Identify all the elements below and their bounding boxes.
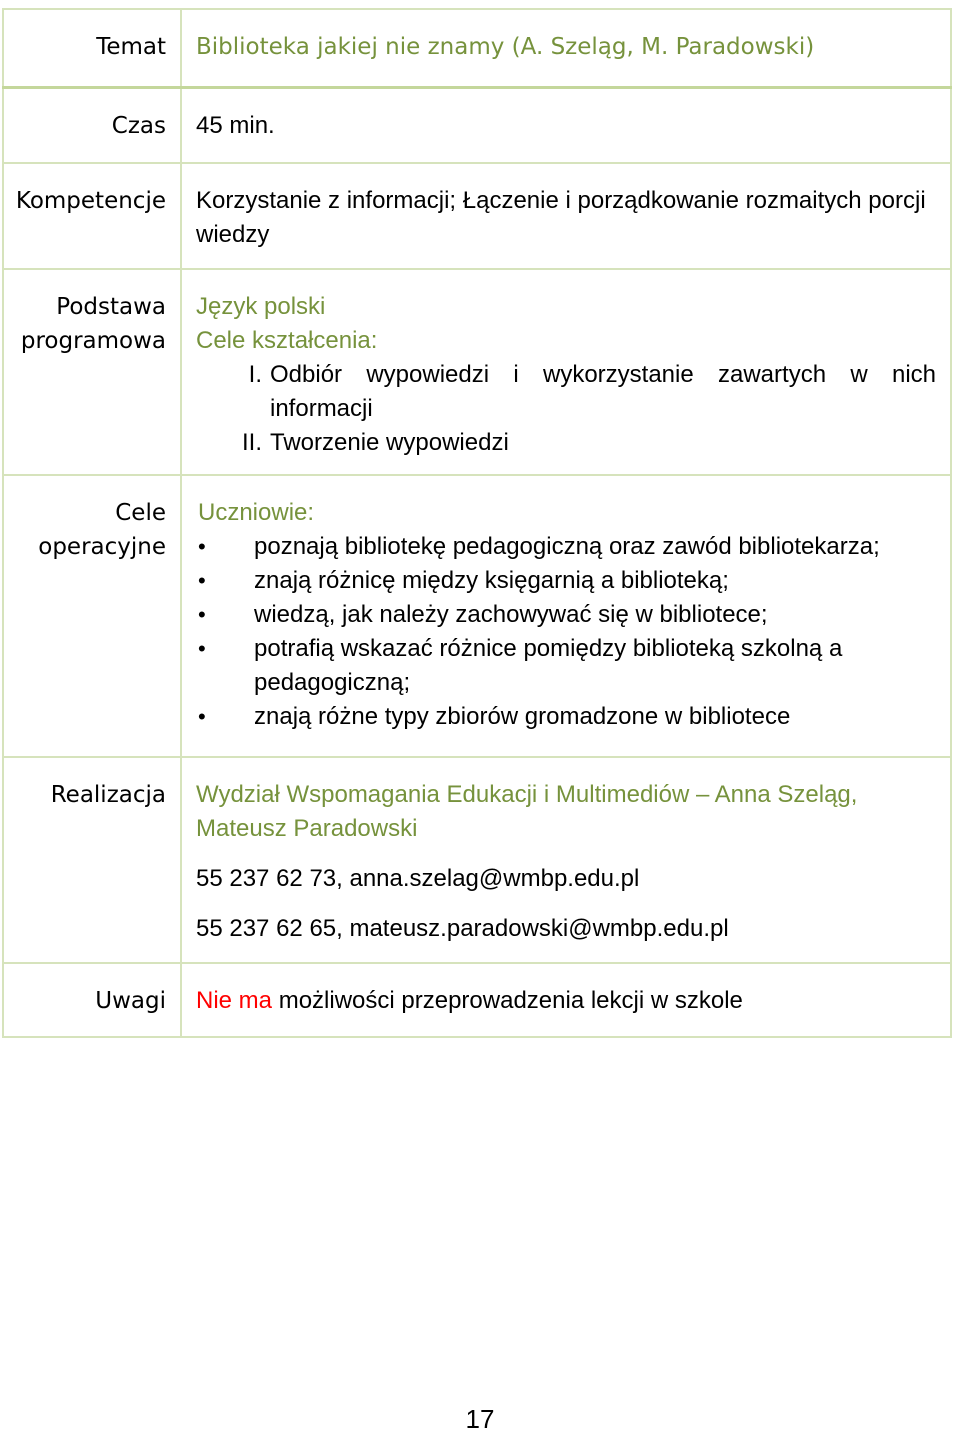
objectives-list [198,530,936,734]
label-kompetencje-text: Kompetencje [15,188,166,214]
objective-text: wiedzą, jak należy zachowywać się w bibliotece; [254,601,768,628]
bullet-icon: • [198,636,206,661]
bullet-icon: • [198,704,206,729]
goals-heading: Cele kształcenia: [196,327,378,354]
label-czas-text: Czas [111,112,166,139]
label-temat-text: Temat [96,34,166,60]
note-highlight: Nie ma [196,987,273,1014]
label-cele [3,475,181,757]
objective-item [198,700,936,734]
objective-item [198,564,936,598]
students-heading: Uczniowie: [198,499,315,526]
value-czas [181,87,951,163]
contact-line: 55 237 62 65, mateusz.paradowski@wmbp.edu.pl [196,915,729,942]
objective-text: znają różne typy zbiorów gromadzone w bibliotece [254,703,791,730]
contact-line: 55 237 62 73, anna.szelag@wmbp.edu.pl [196,865,640,892]
bullet-icon: • [198,534,206,559]
value-realizacja [181,757,951,963]
value-uwagi [181,963,951,1037]
bullet-icon: • [198,602,206,627]
lesson-duration: 45 min. [196,111,275,139]
objective-item [198,530,936,564]
objective-text: znają różnicę między księgarnią a biblioteką; [254,567,729,594]
objective-item [198,632,936,700]
label-podstawa [3,269,181,475]
label-realizacja [3,757,181,963]
page-number: 17 [465,1404,495,1434]
label-podstawa-line2: programowa [20,328,166,354]
subject-name: Język polski [196,293,326,320]
value-podstawa [181,269,951,475]
label-cele-line2: operacyjne [38,534,166,560]
label-kompetencje [3,163,181,269]
objective-text: poznają bibliotekę pedagogiczną oraz zawód bibliotekarza; [254,533,880,560]
goal-number: I. [248,361,262,388]
value-kompetencje [181,163,951,269]
organizer-text: Wydział Wspomagania Edukacji i Multimediów – Anna Szeląg, Mateusz Paradowski [196,781,858,842]
row-podstawa [3,269,951,475]
goal-item [196,358,936,426]
lesson-plan-table [2,8,952,1038]
goal-item [196,426,936,460]
label-cele-line1: Cele [115,500,166,526]
row-cele [3,475,951,757]
row-czas [3,87,951,163]
label-uwagi [3,963,181,1037]
row-kompetencje [3,163,951,269]
row-uwagi [3,963,951,1037]
row-temat [3,9,951,87]
label-czas [3,87,181,163]
label-podstawa-line1: Podstawa [56,294,166,320]
goals-list [196,358,936,460]
bullet-icon: • [198,568,206,593]
goal-text: Odbiór wypowiedzi i wykorzystanie zawartych w nich informacji [270,361,936,422]
objective-text: potrafią wskazać różnice pomiędzy biblioteką szkolną a pedagogiczną; [254,635,843,696]
objective-item [198,598,936,632]
row-realizacja [3,757,951,963]
lesson-topic: Biblioteka jakiej nie znamy (A. Szeląg, M. Paradowski) [196,34,815,60]
value-temat [181,9,951,87]
value-cele [181,475,951,757]
label-uwagi-text: Uwagi [95,988,166,1014]
goal-number: II. [241,429,262,456]
label-realizacja-text: Realizacja [50,782,166,808]
note-rest: możliwości przeprowadzenia lekcji w szkole [272,987,743,1014]
goal-text: Tworzenie wypowiedzi [270,429,509,456]
label-temat [3,9,181,87]
competences-text: Korzystanie z informacji; Łączenie i porządkowanie rozmaitych porcji wiedzy [196,187,926,248]
